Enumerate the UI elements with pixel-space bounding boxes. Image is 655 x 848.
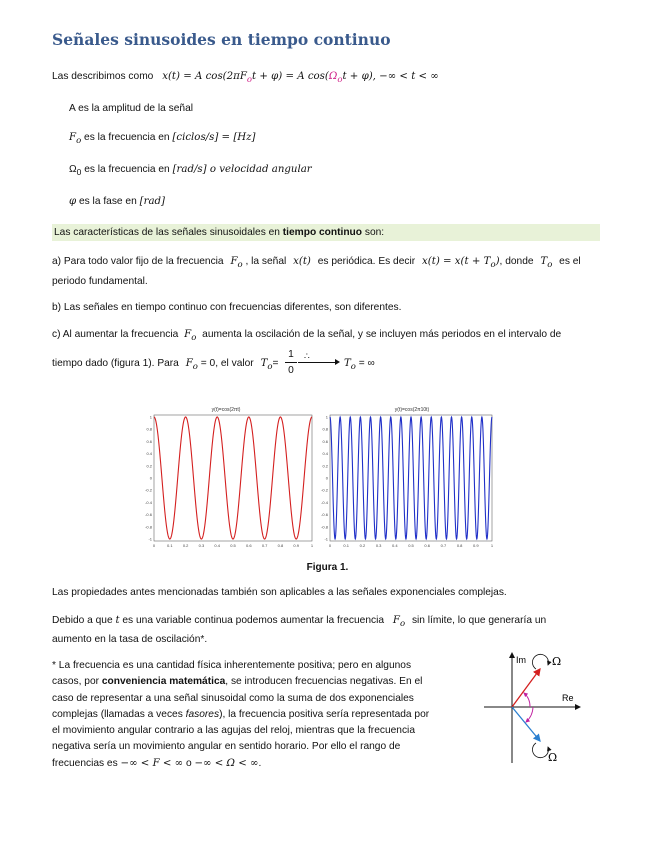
fraction-bar xyxy=(285,362,297,363)
negative-angle-arc xyxy=(526,707,533,722)
def-amplitude: A es la amplitud de la señal xyxy=(69,103,194,114)
y-tick-label: 0.6 xyxy=(146,438,152,444)
y-tick-label: 0 xyxy=(149,475,152,481)
x-tick-label: 0.3 xyxy=(198,543,205,548)
item-a-line2: periodo fundamental. xyxy=(52,276,148,287)
figure-1 xyxy=(140,403,500,553)
plot-1-xticks xyxy=(153,543,314,548)
x-tick-label: 0.1 xyxy=(167,543,173,548)
y-tick-label: 1 xyxy=(149,414,152,420)
x-tick-label: 0.4 xyxy=(392,543,398,548)
x-tick-label: 1 xyxy=(490,543,494,548)
y-tick-label: 0.4 xyxy=(322,451,328,457)
item-c-line2: tiempo dado (figura 1). Para $F_o = 0$, el valor $T_o=$ xyxy=(52,358,279,373)
plot-1-series xyxy=(154,417,312,539)
y-tick-label: 0.8 xyxy=(322,426,328,432)
plot-1-yticks xyxy=(145,415,153,542)
y-tick-label: -0.8 xyxy=(145,524,152,530)
y-tick-label: 1 xyxy=(325,414,328,420)
def-frequency: $F_o$ es la frecuencia en [ciclos/s] = [Hz] xyxy=(69,132,256,147)
plot-2-title: y(t)=cos(2π10t) xyxy=(394,407,430,413)
y-tick-label: 0 xyxy=(325,475,328,481)
x-tick-label: 0 xyxy=(152,543,156,548)
paragraph-continuous-line2: aumento en la tasa de oscilación*. xyxy=(52,634,208,645)
x-tick-label: 0.8 xyxy=(456,543,463,548)
period-infinite: $T_o$ = ∞ xyxy=(344,358,375,373)
x-tick-label: 0.4 xyxy=(214,543,220,548)
omega-symbol: Ω xyxy=(328,71,338,82)
y-tick-label: -0.2 xyxy=(321,487,328,493)
figure-caption: Figura 1. xyxy=(306,562,349,573)
x-tick-label: 0.1 xyxy=(343,543,349,548)
page-title: Señales sinusoides en tiempo continuo xyxy=(52,30,391,49)
x-tick-label: 0.5 xyxy=(230,543,236,548)
characteristics-heading: Las características de las señales sinusoidales en tiempo continuo son: xyxy=(54,227,385,238)
intro-formula: x(t) = A $\cos(2\pi F_ot + \varphi) = A$ $\cos(\Omega_ot + \varphi)$, −∞ < t < ∞ xyxy=(162,71,439,86)
limit-arrow xyxy=(298,362,338,363)
paragraph-properties: Las propiedades antes mencionadas también son aplicables a las señales exponenciales complejas. xyxy=(52,587,507,598)
im-label: Im xyxy=(516,655,526,665)
plot-2-yticks xyxy=(321,415,329,542)
phasor-diagram xyxy=(470,645,590,770)
positive-angle-arc xyxy=(524,693,530,707)
x-tick-label: 0.7 xyxy=(261,543,268,548)
y-tick-label: 0.2 xyxy=(322,463,328,469)
y-tick-label: 0.6 xyxy=(322,438,328,444)
x-tick-label: 0.2 xyxy=(182,543,189,548)
x-tick-label: 1 xyxy=(310,543,314,548)
ccw-rotation-icon xyxy=(532,654,548,669)
cw-rotation-icon xyxy=(532,743,548,758)
y-tick-label: -1 xyxy=(148,536,152,542)
def-angular-frequency: $\Omega_0$ es la frecuencia en [rad/s] o velocidad angular xyxy=(69,164,312,178)
x-tick-label: 0.6 xyxy=(246,543,252,548)
x-tick-label: 0 xyxy=(328,543,332,548)
x-tick-label: 0.5 xyxy=(408,543,414,548)
x-tick-label: 0.3 xyxy=(375,543,382,548)
plot-1 xyxy=(145,407,314,548)
x-tick-label: 0.6 xyxy=(424,543,430,548)
fraction-numerator: 1 xyxy=(288,349,294,360)
y-tick-label: -0.6 xyxy=(321,512,328,518)
x-tick-label: 0.8 xyxy=(277,543,284,548)
plot-1-title: y(t)=cos(2πt) xyxy=(211,407,241,413)
item-c-line1: c) Al aumentar la frecuencia $F_o$ aumenta la oscilación de la señal, y se incluyen más periodos en el intervalo de xyxy=(52,329,562,344)
y-tick-label: 0.2 xyxy=(146,463,152,469)
x-tick-label: 0.9 xyxy=(473,543,479,548)
negative-phasor xyxy=(512,707,540,741)
intro-line xyxy=(52,70,439,87)
omega-bottom-label: Ω xyxy=(548,751,558,764)
plot-2 xyxy=(321,407,494,548)
y-tick-label: -0.4 xyxy=(145,499,152,505)
y-tick-label: -0.4 xyxy=(321,499,328,505)
arrow-head xyxy=(335,359,340,365)
omega-top-label: Ω xyxy=(552,655,562,668)
re-label: Re xyxy=(562,693,574,703)
y-tick-label: -0.2 xyxy=(145,487,152,493)
def-phase: φ es la fase en [rad] xyxy=(69,196,166,207)
plot-2-series xyxy=(330,417,492,539)
footnote: * La frecuencia es una cantidad física inherentemente positiva; pero en algunos casos, por conveniencia matemática, se introducen frecuencias negativas. En el caso de representar a una señal sinusoidal como la suma de dos exponenciales complejas (llamadas a veces fasores), la frecuencia positiva sería representada por el movimiento angular contrario a las agujas del reloj, mientras que la frecuencia negativa sería un movimiento angular en sentido horario. Por ello el rango de frecuencias es −∞ < F < ∞ o −∞ < Ω < ∞. xyxy=(52,660,430,769)
intro-lead: Las describimos como xyxy=(52,71,154,82)
item-a-line1: a) Para todo valor fijo de la frecuencia $F_o$ , la señal x(t) es periódica. Es decir $x(t) = x(t + T_o)$, donde $T_o$ es el xyxy=(52,256,581,271)
y-tick-label: 0.8 xyxy=(146,426,152,432)
x-tick-label: 0.9 xyxy=(293,543,299,548)
x-tick-label: 0.7 xyxy=(440,543,447,548)
arrow-label: ∴ xyxy=(304,351,310,361)
positive-phasor xyxy=(512,669,540,707)
item-b: b) Las señales en tiempo continuo con frecuencias diferentes, son diferentes. xyxy=(52,302,402,313)
fraction-denominator: 0 xyxy=(288,365,294,376)
y-tick-label: -0.6 xyxy=(145,512,152,518)
paragraph-continuous: Debido a que t es una variable continua podemos aumentar la frecuencia $F_o$ sin límite, lo que generaría un xyxy=(52,615,547,630)
y-tick-label: -1 xyxy=(324,536,328,542)
y-tick-label: 0.4 xyxy=(146,451,152,457)
y-tick-label: -0.8 xyxy=(321,524,328,530)
plot-2-xticks xyxy=(329,543,494,548)
x-tick-label: 0.2 xyxy=(359,543,366,548)
